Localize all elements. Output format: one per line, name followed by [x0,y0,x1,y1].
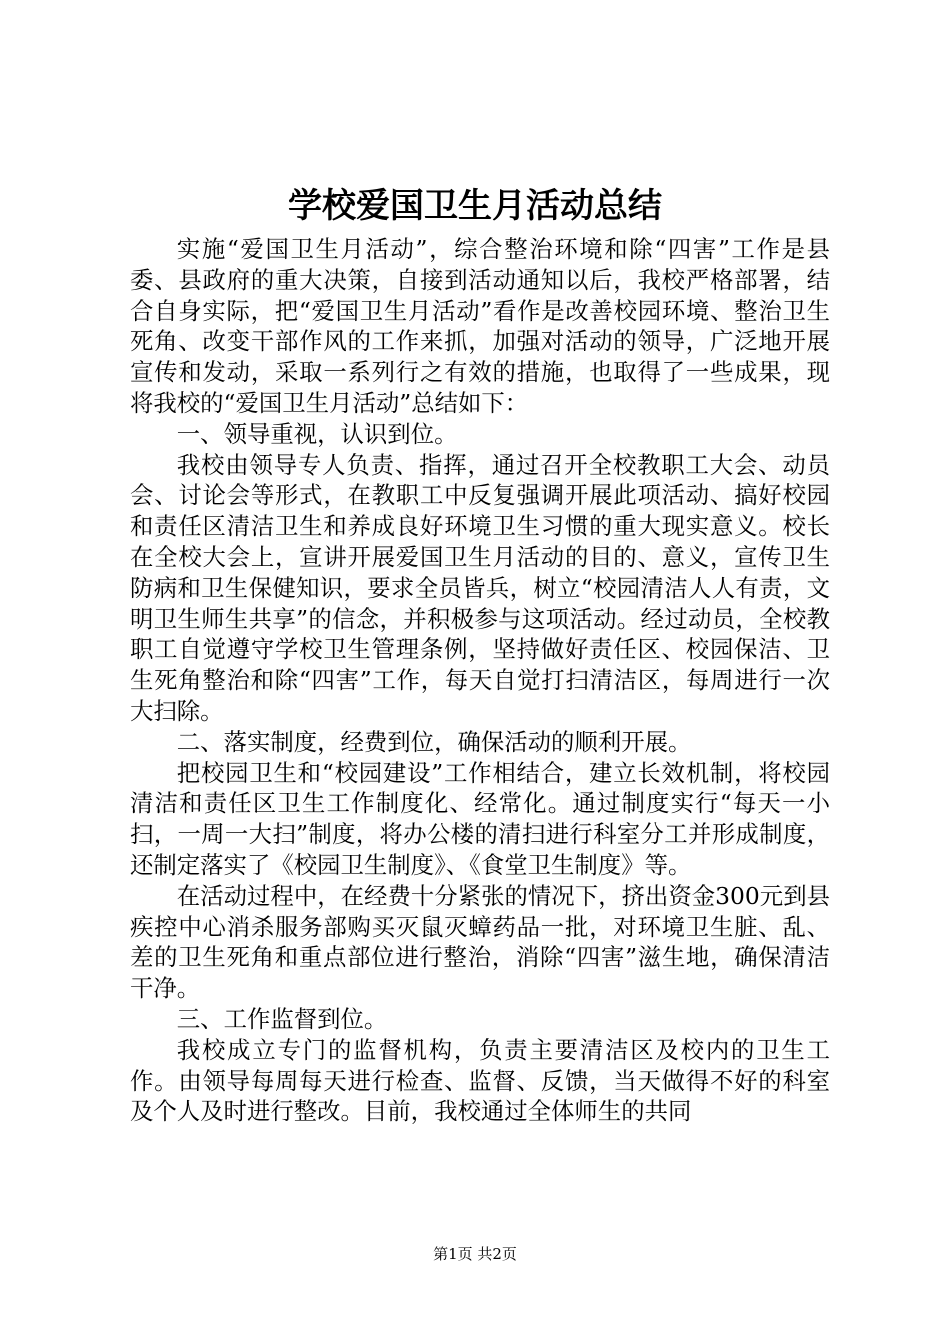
paragraph-intro: 实施“爱国卫生月活动”，综合整治环境和除“四害”工作是县委、县政府的重大决策，自接到活动通知以后，我校严格部署，结合自身实际，把“爱国卫生月活动”看作是改善校园环境、整治卫生死角、改变干部作风的工作来抓，加强对活动的领导，广泛地开展宣传和发动，采取一系列行之有效的措施，也取得了一些成果，现将我校的“爱国卫生月活动”总结如下： [130,235,830,417]
section-heading-1: 一、领导重视，认识到位。 [176,419,458,448]
paragraph-section-1: 我校由领导专人负责、指挥，通过召开全校教职工大会、动员会、讨论会等形式，在教职工中反复强调开展此项活动、搞好校园和责任区清洁卫生和养成良好环境卫生习惯的重大现实意义。校长在全校大会上，宣讲开展爱国卫生月活动的目的、意义，宣传卫生防病和卫生保健知识，要求全员皆兵，树立“校园清洁人人有责，文明卫生师生共享”的信念，并积极参与这项活动。经过动员，全校教职工自觉遵守学校卫生管理条例，坚持做好责任区、校园保洁、卫生死角整治和除“四害”工作，每天自觉打扫清洁区，每周进行一次大扫除。 [130,450,830,725]
document-title: 学校爱国卫生月活动总结 [288,186,662,226]
document-body [130,234,830,1127]
section-heading-2: 二、落实制度，经费到位，确保活动的顺利开展。 [176,727,692,756]
page-number-footer: 第1页 共2页 [433,1245,517,1263]
paragraph-section-2b: 在活动过程中，在经费十分紧张的情况下，挤出资金300元到县疾控中心消杀服务部购买灭鼠灭蟑药品一批，对环境卫生脏、乱、差的卫生死角和重点部位进行整治，消除“四害”滋生地，确保清洁干净。 [130,881,830,1003]
paragraph-section-3: 我校成立专门的监督机构，负责主要清洁区及校内的卫生工作。由领导每周每天进行检查、监督、反馈，当天做得不好的科室及个人及时进行整改。目前，我校通过全体师生的共同 [130,1035,830,1126]
paragraph-section-2a: 把校园卫生和“校园建设”工作相结合，建立长效机制，将校园清洁和责任区卫生工作制度化、经常化。通过制度实行“每天一小扫，一周一大扫”制度，将办公楼的清扫进行科室分工并形成制度，还制定落实了《校园卫生制度》、《食堂卫生制度》等。 [130,758,830,879]
section-heading-3: 三、工作监督到位。 [176,1004,388,1033]
